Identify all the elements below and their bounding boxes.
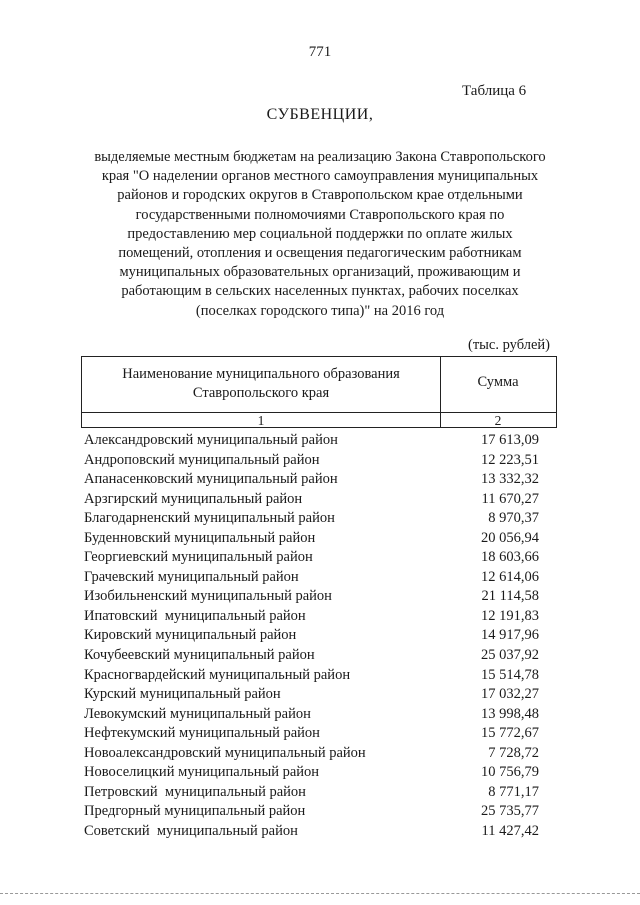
table-row [84,568,556,588]
table-row [84,822,556,842]
row-name: Александровский муниципальный район [84,432,338,448]
row-name: Георгиевский муниципальный район [84,549,313,566]
row-amount: 15 772,67 [481,725,539,742]
table-row [84,646,556,666]
row-name: Кочубеевский муниципальный район [84,647,315,664]
row-name: Изобильненский муниципальный район [84,588,332,605]
document-title: СУБВЕНЦИИ, [266,106,374,123]
table-header [81,356,557,428]
row-name: Красногвардейский муниципальный район [84,666,351,683]
row-amount: 11 427,42 [481,822,539,839]
row-amount: 13 998,48 [481,705,539,722]
row-amount: 25 037,92 [481,647,539,664]
column-number-2: 2 [494,413,502,428]
row-amount: 11 670,27 [481,490,539,507]
table-row [84,431,556,451]
row-amount: 15 514,78 [481,666,539,683]
table-row [84,763,556,783]
table-row [84,783,556,803]
row-name: Советский муниципальный район [84,822,298,839]
row-name: Ипатовский муниципальный район [84,607,306,624]
row-amount: 21 114,58 [481,588,539,605]
subtitle-line: районов и городских округов в Ставропольском крае отдельными [117,187,523,204]
row-name: Курский муниципальный район [84,686,281,703]
row-amount: 10 756,79 [481,764,539,781]
subtitle-line: государственными полномочиями Ставропольского края по [135,206,505,223]
table-row [84,802,556,822]
row-name: Нефтекумский муниципальный район [84,725,320,742]
row-amount: 8 970,37 [488,510,539,527]
header-name-line: Наименование муниципального образования [122,366,400,382]
table-body [84,431,556,841]
row-amount: 17 613,09 [481,432,539,448]
table-row [84,509,556,529]
subtitle-line: (поселках городского типа)" на 2016 год [195,302,445,319]
row-name: Благодарненский муниципальный район [84,510,335,527]
table-row [84,666,556,686]
header-name-line: Ставропольского края [192,385,330,401]
row-amount: 12 614,06 [481,568,539,585]
row-amount: 18 603,66 [481,549,539,566]
row-name: Арзгирский муниципальный район [84,490,303,507]
header-name-cell [82,365,440,403]
table-row [84,548,556,568]
table-label: Таблица 6 [462,83,527,99]
subtitle-line: муниципальных образовательных организаций, проживающим и [119,264,521,281]
row-amount: 7 728,72 [488,744,539,761]
row-amount: 14 917,96 [481,627,539,644]
row-amount: 25 735,77 [481,803,539,820]
row-name: Грачевский муниципальный район [84,568,299,585]
subtitle-line: работающим в сельских населенных пунктах, рабочих поселках [121,283,519,300]
row-name: Апанасенковский муниципальный район [84,471,338,488]
row-amount: 12 223,51 [481,451,539,468]
units-label: (тыс. рублей) [468,337,550,353]
table-row [84,490,556,510]
document-subtitle [78,148,562,321]
table-row [84,744,556,764]
table-row [84,724,556,744]
subtitle-line: края "О наделении органов местного самоуправления муниципальных [101,168,539,185]
table-row [84,626,556,646]
subtitle-line: предоставлению мер социальной поддержки по оплате жилых [127,225,513,242]
table-row [84,451,556,471]
subtitle-line: помещений, отопления и освещения педагогическим работникам [118,245,522,262]
header-sum-cell: Сумма [477,374,519,390]
row-amount: 20 056,94 [481,529,539,546]
page-number: 771 [308,44,332,60]
row-name: Буденновский муниципальный район [84,529,316,546]
table-row [84,705,556,725]
row-amount: 17 032,27 [481,686,539,703]
table-row [84,685,556,705]
table-row [84,529,556,549]
subtitle-line: выделяемые местным бюджетам на реализацию Закона Ставропольского [94,149,546,165]
row-name: Левокумский муниципальный район [84,705,311,722]
row-amount: 12 191,83 [481,607,539,624]
table-row [84,470,556,490]
row-name: Новоселицкий муниципальный район [84,764,320,781]
row-name: Новоалександровский муниципальный район [84,744,366,761]
column-number-1: 1 [257,413,265,428]
row-name: Андроповский муниципальный район [84,451,320,468]
row-name: Петровский муниципальный район [84,783,306,800]
row-name: Предгорный муниципальный район [84,803,306,820]
row-amount: 13 332,32 [481,471,539,488]
table-row [84,587,556,607]
row-amount: 8 771,17 [488,783,539,800]
row-name: Кировский муниципальный район [84,627,297,644]
scan-edge-line [0,893,640,895]
table-row [84,607,556,627]
